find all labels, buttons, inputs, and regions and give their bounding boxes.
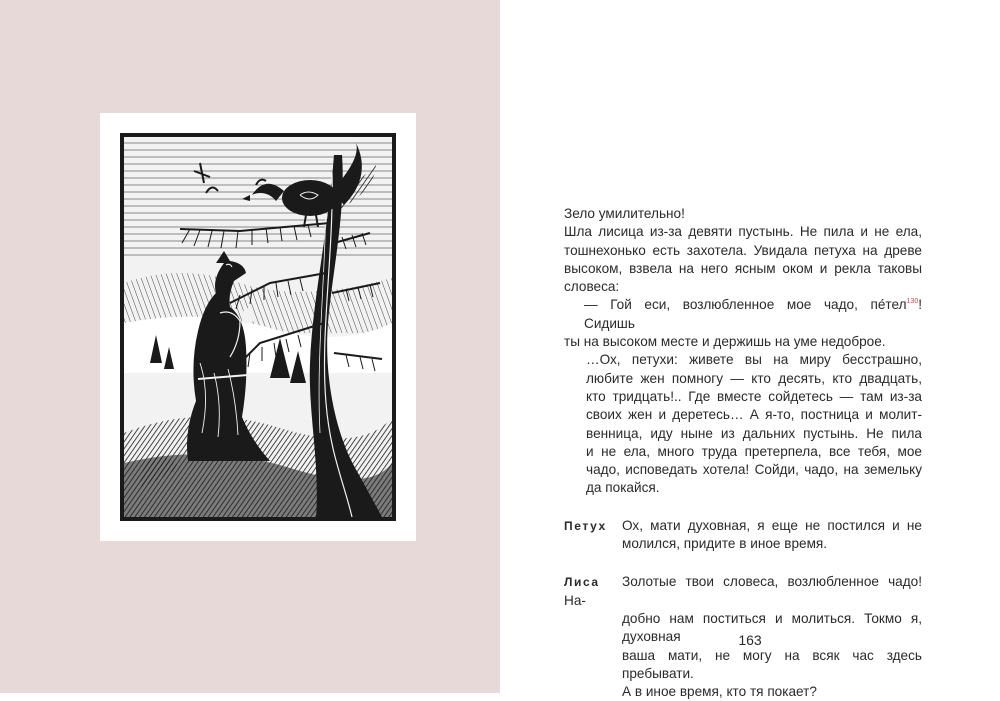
page-text bbox=[564, 205, 922, 701]
woodcut-fox-and-rooster-icon bbox=[120, 133, 396, 521]
paragraph-line: Шла лисица из-за девяти пустынь. Не пила и не ела, bbox=[564, 224, 922, 240]
dialogue-line bbox=[564, 517, 922, 535]
speaker-name: Лиса bbox=[564, 575, 600, 590]
paragraph-line bbox=[564, 296, 922, 333]
dialogue-line: А в иное время, кто тя покает? bbox=[622, 684, 817, 700]
speaker-name: Петух bbox=[564, 518, 607, 533]
dialogue-line: ваша мати, не могу на всяк час здесь пребывати. bbox=[622, 647, 922, 681]
paragraph-line: тошнехонько есть захотела. Увидала петуха на древе bbox=[564, 242, 922, 258]
speech-text: Ох, мати духовная, я еще не постился и не bbox=[622, 517, 922, 533]
paragraph-line: кто тридцать!.. Где вместе сойдетесь — там из-за bbox=[586, 388, 922, 404]
paragraph-line: и не ела, много труда претерпела, все тебя, мое bbox=[586, 443, 922, 459]
right-page bbox=[500, 0, 1000, 700]
dialogue-line: добно нам поститься и молиться. Токмо я, духовная bbox=[622, 610, 922, 645]
paragraph-line: да покайся. bbox=[586, 480, 660, 496]
direct-speech-end: ! Сидишь bbox=[584, 297, 922, 331]
paragraph-line: любите жен помногу — кто десять, кто двадцать, bbox=[586, 370, 922, 386]
paragraph-line: венница, иду ныне из дальних пустынь. Не пила bbox=[586, 425, 922, 441]
footnote-marker[interactable]: 130 bbox=[906, 298, 919, 306]
paragraph-line: чадо, исповедать хотела! Сойди, чадо, на земельку bbox=[586, 462, 922, 478]
paragraph-line: Зело умилительно! bbox=[564, 206, 685, 221]
left-page bbox=[0, 0, 500, 693]
paragraph-line: своих жен и деретесь… А я-то, постница и молит- bbox=[586, 407, 922, 423]
paragraph-line: ты на высоком месте и держишь на уме недоброе. bbox=[564, 334, 886, 350]
dialogue-line: молился, придите в иное время. bbox=[622, 536, 828, 552]
page-number: 163 bbox=[738, 632, 762, 648]
paragraph-line: …Ох, петухи: живете вы на миру бесстрашно, bbox=[586, 352, 922, 368]
illustration-frame bbox=[100, 113, 416, 541]
speech-text: Золотые твои словеса, возлюбленное чадо! На- bbox=[564, 574, 922, 608]
spacer bbox=[564, 553, 922, 573]
spacer bbox=[564, 498, 922, 517]
paragraph-line: высоком, взвела на него ясным оком и рекла таковы bbox=[564, 260, 922, 276]
dialogue-line bbox=[564, 573, 922, 610]
direct-speech: — Гой еси, возлюбленное мое чадо, пе́тел bbox=[584, 297, 907, 313]
paragraph-line: словеса: bbox=[564, 279, 620, 295]
